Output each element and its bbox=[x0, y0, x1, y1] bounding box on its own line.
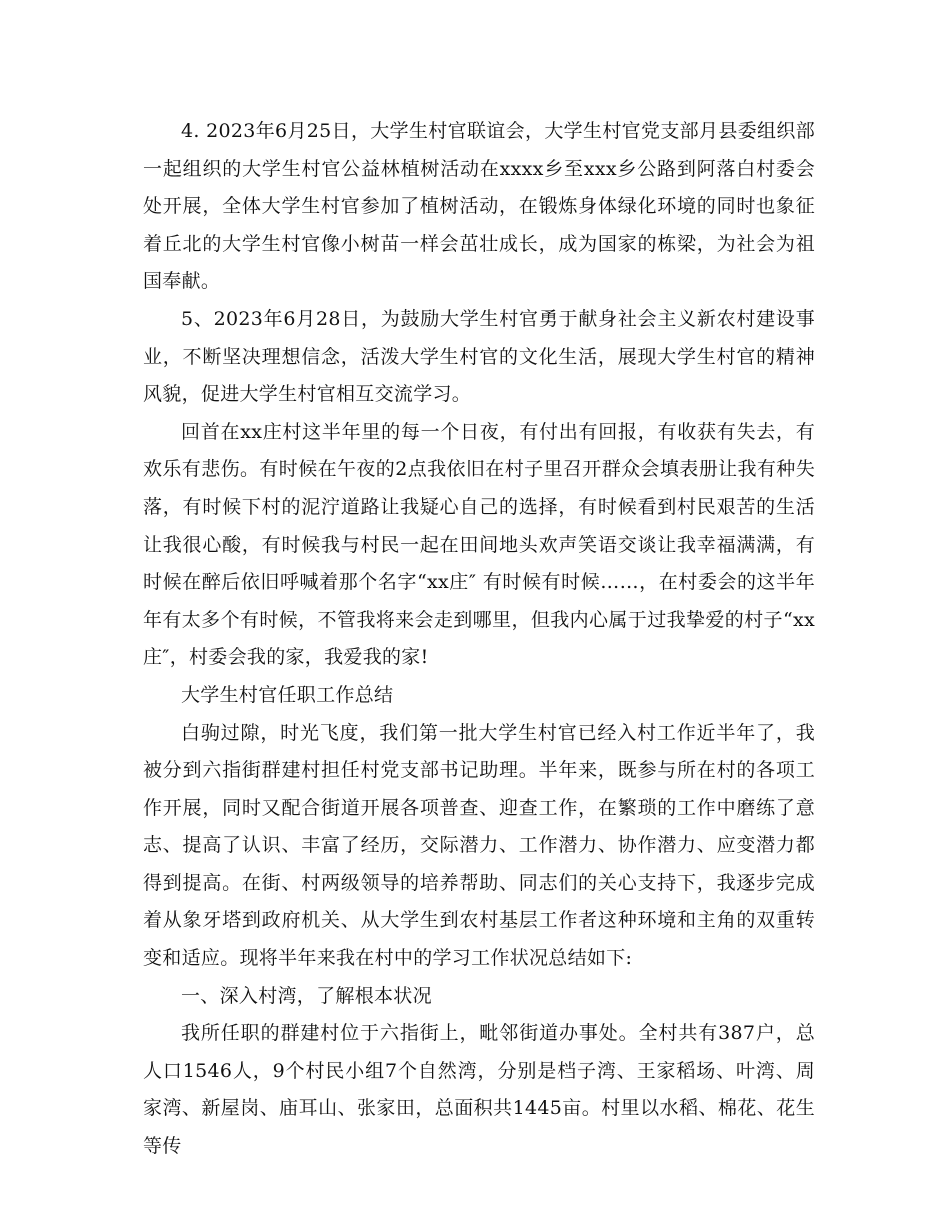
section-title: 大学生村官任职工作总结 bbox=[181, 683, 394, 706]
paragraph-village-overview: 我所任职的群建村位于六指街上，毗邻街道办事处。全村共有387户，总人口1546人，9个村民小组7个自然湾，分别是档子湾、王家稻场、叶湾、周家湾、新屋岗、庙耳山、张家田，总面积共1445亩。村里以水稻、棉花、花生等传 bbox=[143, 1022, 815, 1158]
paragraph-reflection: 回首在xx庄村这半年里的每一个日夜，有付出有回报，有收获有失去，有欢乐有悲伤。有时候在午夜的2点我依旧在村子里召开群众会填表册让我有种失落，有时候下村的泥泞道路让我疑心自己的选择，有时候看到村民艰苦的生活让我很心酸，有时候我与村民一起在田间地头欢声笑语交谈让我幸福满满，有时候在醉后依旧呼喊着那个名字“xx庄″ 有时候有时候……，在村委会的这半年年有太多个有时候，不管我将来会走到哪里，但我内心属于过我挚爱的村子“xx庄″，村委会我的家，我爱我的家! bbox=[143, 420, 815, 669]
paragraph-item-5-culture-exchange: 5、2023年6月28日，为鼓励大学生村官勇于献身社会主义新农村建设事业，不断坚决理想信念，活泼大学生村官的文化生活，展现大学生村官的精神风貌，促进大学生村官相互交流学习。 bbox=[143, 307, 815, 406]
paragraph-item-4-tree-planting: 4. 2023年6月25日，大学生村官联谊会，大学生村官党支部月县委组织部一起组织的大学生村官公益林植树活动在xxxx乡至xxx乡公路到阿落白村委会处开展，全体大学生村官参加了植树活动，在锻炼身体绿化环境的同时也象征着丘北的大学生村官像小树苗一样会茁壮成长，成为国家的栋梁，为社会为祖国奉献。 bbox=[143, 120, 815, 293]
paragraph-introduction: 白驹过隙，时光飞度，我们第一批大学生村官已经入村工作近半年了，我被分到六指街群建村担任村党支部书记助理。半年来，既参与所在村的各项工作开展，同时又配合街道开展各项普查、迎查工作，在繁琐的工作中磨练了意志、提高了认识、丰富了经历，交际潜力、工作潜力、协作潜力、应变潜力都得到提高。在街、村两级领导的培养帮助、同志们的关心支持下，我逐步完成着从象牙塔到政府机关、从大学生到农村基层工作者这种环境和主角的双重转变和适应。现将半年来我在村中的学习工作状况总结如下: bbox=[143, 721, 815, 970]
document-body bbox=[143, 113, 815, 1166]
section-heading-1: 一、深入村湾，了解根本状况 bbox=[181, 984, 432, 1007]
